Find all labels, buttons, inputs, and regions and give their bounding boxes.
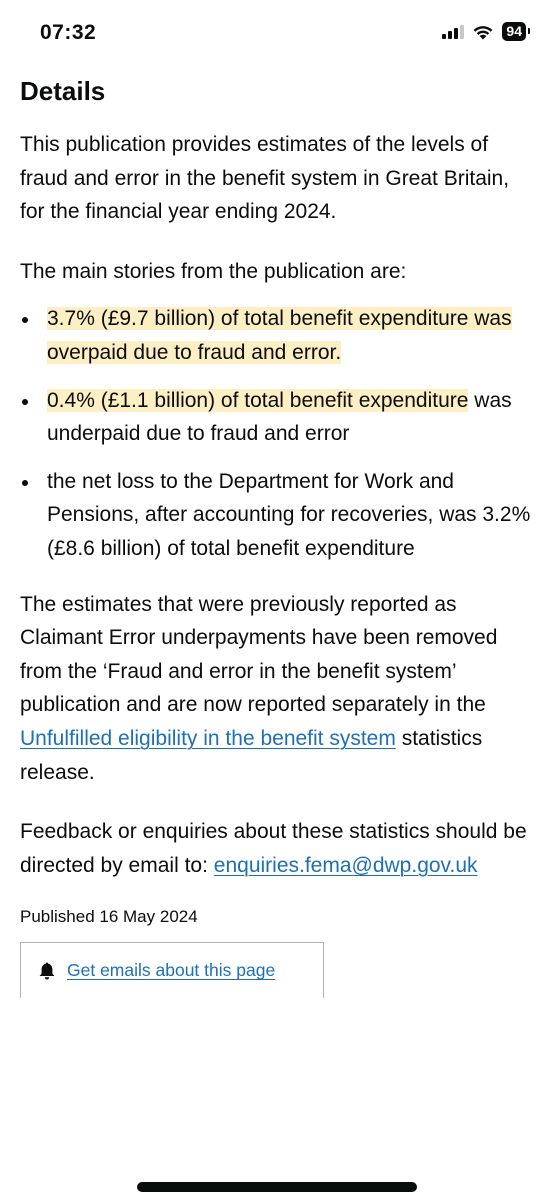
list-item	[20, 384, 534, 451]
status-bar	[0, 0, 554, 66]
details-section	[20, 74, 534, 998]
unfulfilled-eligibility-link[interactable]: Unfulfilled eligibility in the benefit system	[20, 726, 396, 750]
feedback-email-link[interactable]: enquiries.fema@dwp.gov.uk	[213, 853, 478, 877]
wifi-icon	[472, 24, 494, 40]
home-indicator[interactable]	[137, 1182, 417, 1192]
bell-icon	[37, 961, 57, 981]
cellular-signal-icon	[442, 24, 464, 39]
list-item	[20, 465, 534, 566]
battery-icon: 94	[502, 22, 526, 41]
details-heading: Details	[20, 76, 106, 106]
status-icons	[442, 22, 526, 41]
estimates-text: The estimates that were previously reported as Claimant Error underpayments have been removed from the ‘Fraud and error in the benefit system’ publication and are now reported separately in the	[20, 592, 498, 717]
story-text: was underpaid due to fraud and error	[47, 388, 512, 446]
feedback-text: Feedback or enquiries about these statistics should be directed by email to:	[20, 820, 527, 877]
published-date: Published 16 May 2024	[20, 907, 198, 927]
intro-paragraph: This publication provides estimates of the levels of fraud and error in the benefit system in Great Britain, for the financial year ending 2024.	[20, 133, 510, 224]
estimates-paragraph	[20, 588, 534, 790]
highlighted-text: 0.4% (£1.1 billion) of total benefit expenditure	[47, 388, 469, 412]
get-emails-label: Get emails about this page	[67, 960, 276, 981]
status-time: 07:32	[40, 21, 97, 44]
story-text: the net loss to the Department for Work and Pensions, after accounting for recoveries, was 3.2% (£8.6 billion) of total benefit expenditure	[47, 469, 531, 560]
stories-lead: The main stories from the publication are:	[20, 259, 407, 283]
stories-list	[20, 302, 534, 565]
list-item	[20, 302, 534, 369]
feedback-paragraph	[20, 815, 534, 882]
estimates-text-end: statistics release.	[20, 726, 483, 784]
highlighted-text: 3.7% (£9.7 billion) of total benefit expenditure was overpaid due to fraud and error.	[47, 307, 512, 364]
get-emails-button[interactable]	[20, 942, 324, 998]
